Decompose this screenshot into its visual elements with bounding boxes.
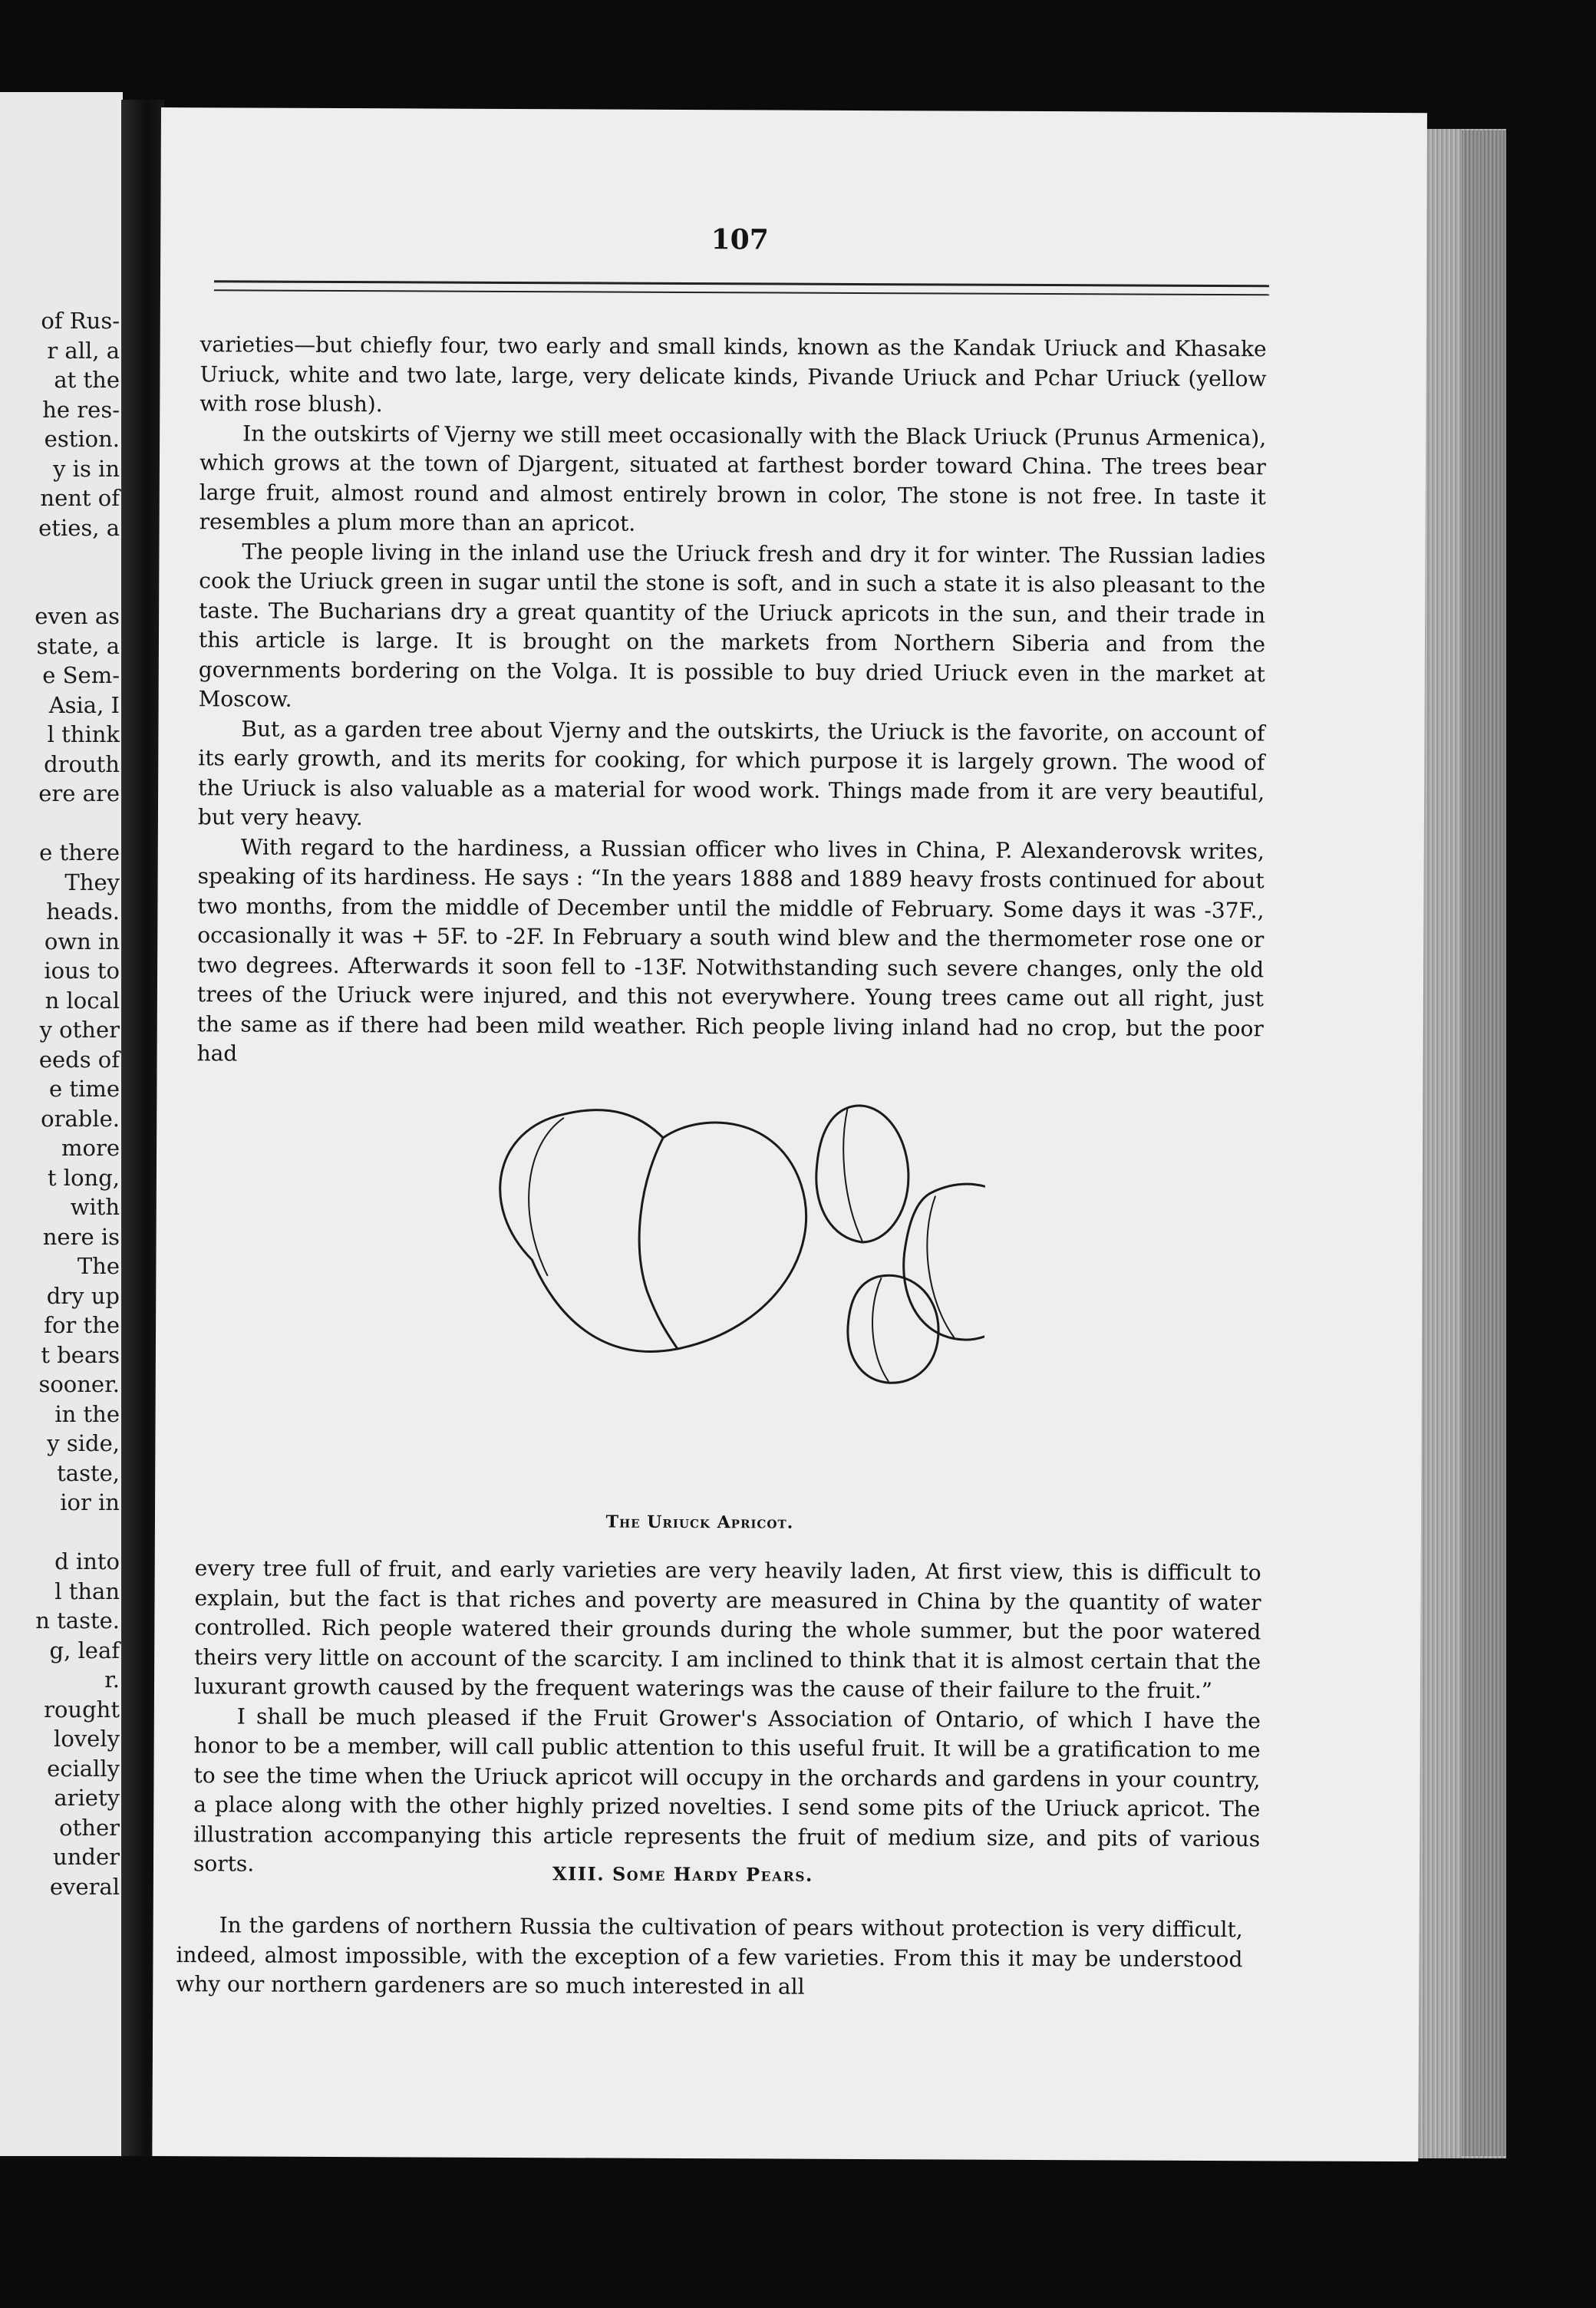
facing-page-line: ere are (38, 780, 120, 806)
paragraph: In the gardens of northern Russia the cultivation of pears without protection is very difficult, indeed, almost impossible, with the exception of a few varieties. From this it may be understood why our northern gardeners are so much interested in all (176, 1912, 1243, 2000)
page-stack-shadow (1462, 130, 1506, 2156)
facing-page-line: sooner. (38, 1371, 120, 1397)
facing-page-line: ecially (47, 1755, 120, 1782)
figure-caption: The Uriuck Apricot. (605, 1512, 794, 1533)
facing-page-line: in the (54, 1400, 120, 1427)
facing-page-line: n local (45, 987, 120, 1014)
facing-page-line: nere is (42, 1223, 120, 1250)
facing-page-line: r all, a (47, 337, 120, 364)
facing-page-line: even as (35, 603, 120, 629)
facing-page-line: y side, (47, 1430, 120, 1456)
facing-page-line: dry up (46, 1282, 120, 1309)
facing-page-line: e Sem- (42, 662, 120, 688)
facing-page-line: drouth (44, 750, 120, 777)
facing-page-line: t bears (41, 1341, 120, 1368)
apricot-drawing (447, 1099, 985, 1515)
facing-page-line: eeds of (38, 1046, 120, 1073)
facing-page (0, 92, 123, 2156)
apricot-fruit-outline (500, 1109, 806, 1352)
section-heading: XIII. Some Hardy Pears. (552, 1862, 814, 1886)
facing-page-line: rought (44, 1696, 120, 1723)
facing-page-line: ariety (54, 1785, 120, 1811)
facing-page-line: taste, (57, 1459, 120, 1486)
facing-page-line: The (77, 1253, 120, 1279)
paragraph: varieties—but chiefly four, two early and small kinds, known as the Kandak Uriuck and Khasake Uriuck, white and two late, large, very delicate kinds, Pivande Uriuck and Pchar Uriuck (yellow with rose blush). (200, 331, 1267, 417)
header-double-rule (214, 280, 1269, 295)
facing-page-line: at the (54, 367, 120, 393)
facing-page-line: state, a (36, 632, 120, 659)
facing-page-line: own in (44, 928, 120, 955)
facing-page-line: more (61, 1135, 120, 1161)
article-body-final (176, 1911, 1242, 2004)
facing-page-line: t long, (47, 1164, 120, 1191)
facing-page-line: he res- (42, 396, 120, 423)
apricot-pit-3 (848, 1275, 939, 1383)
page-number: 107 (711, 223, 769, 256)
facing-page-line: They (64, 869, 120, 895)
facing-page-line: estion. (44, 426, 120, 452)
facing-page-line: ious to (44, 958, 120, 984)
facing-page-line: orable. (41, 1105, 120, 1132)
facing-page-line: of Rus- (41, 308, 120, 334)
facing-page-line: y is in (53, 455, 120, 482)
paragraph: I shall be much pleased if the Fruit Grower's Association of Ontario, of which I have the honor to be a member, will call public attention to this useful fruit. It will be a gratification to me to see the time when the Uriuck apricot will occupy in the orchards and gardens in your country, a place along with the other highly prized novelties. I send some pits of the Uriuck apricot. The illustration accompanying this article represents the fruit of medium size, and pits of various sorts. (193, 1703, 1261, 1877)
facing-page-line: g, leaf (49, 1637, 120, 1663)
facing-page-line: for the (44, 1312, 120, 1338)
paragraph: every tree full of fruit, and early varieties are very heavily laden, At first view, this is difficult to explain, but the fact is that riches and poverty are measured in China by the quantity of water controlled. Rich people watered their grounds during the whole summer, but the poor watered theirs very little on account of the scarcity. I am inclined to think that it is almost certain that the luxurant growth caused by the frequent waterings was the cause of their failure to the fruit.” (193, 1555, 1261, 1703)
facing-page-line: d into (54, 1548, 120, 1574)
facing-page-line: with (70, 1194, 120, 1220)
facing-page-line: other (59, 1814, 120, 1841)
facing-page-line: Asia, I (48, 691, 120, 718)
paragraph: But, as a garden tree about Vjerny and the outskirts, the Uriuck is the favorite, on account of its early growth, and its merits for cooking, for which purpose it is largely grown. The wood of the Uriuck is also valuable as a material for wood work. Things made from it are very beautiful, but very heavy. (197, 715, 1265, 831)
facing-page-line: l think (47, 721, 120, 747)
facing-page-line: e time (49, 1076, 120, 1102)
apricot-fruit-shading (529, 1118, 564, 1275)
apricot-fruit-suture (639, 1138, 679, 1349)
paragraph: With regard to the hardiness, a Russian officer who lives in China, P. Alexanderovsk writes, speaking of its hardiness. He says : “In the years 1888 and 1889 heavy frosts continued for about two months, from the middle of December until the middle of February. Some days it was -37F., occasionally it was + 5F. to -2F. In February a south wind blew and the thermometer rose one or two degrees. Afterwards it soon fell to -13F. Notwithstanding such severe changes, only the old trees of the Uriuck were injured, and this not everywhere. Young trees came out all right, just the same as if there had been mild weather. Rich people living inland had no crop, but the poor had (196, 833, 1265, 1067)
facing-page-line: ior in (60, 1489, 120, 1515)
article-body-upper (197, 330, 1267, 1073)
apricot-pit-1 (816, 1106, 908, 1242)
apricot-illustration (447, 1099, 985, 1515)
book-page (152, 107, 1427, 2161)
facing-page-line: under (53, 1844, 120, 1870)
facing-page-line: everal (49, 1873, 120, 1900)
article-body-lower (193, 1554, 1261, 1884)
paragraph: In the outskirts of Vjerny we still meet occasionally with the Black Uriuck (Prunus Armenica), which grows at the town of Djargent, situated at farthest border toward China. The trees bear large fruit, almost round and almost entirely brown in color, The stone is not free. In taste it resembles a plum more than an apricot. (199, 420, 1267, 536)
facing-page-line: eties, a (38, 514, 120, 541)
facing-page-line: heads. (46, 898, 120, 925)
facing-page-line: n taste. (35, 1607, 120, 1634)
apricot-pit-2 (903, 1184, 985, 1340)
facing-page-line: l than (54, 1578, 120, 1604)
facing-page-line: e there (39, 839, 120, 866)
facing-page-line: nent of (40, 485, 120, 511)
facing-page-line: r. (104, 1667, 120, 1693)
paragraph: The people living in the inland use the Uriuck fresh and dry it for winter. The Russian ladies cook the Uriuck green in sugar until the stone is soft, and in such a state it is also pleasant to the taste. The Bucharians dry a great quantity of the Uriuck apricots in the sun, and their trade in this article is large. It is brought on the markets from Northern Siberia and from the governments bordering on the Volga. It is possible to buy dried Uriuck even in the market at Moscow. (198, 538, 1266, 712)
facing-page-line: lovely (54, 1726, 120, 1752)
facing-page-line: y other (39, 1017, 120, 1043)
